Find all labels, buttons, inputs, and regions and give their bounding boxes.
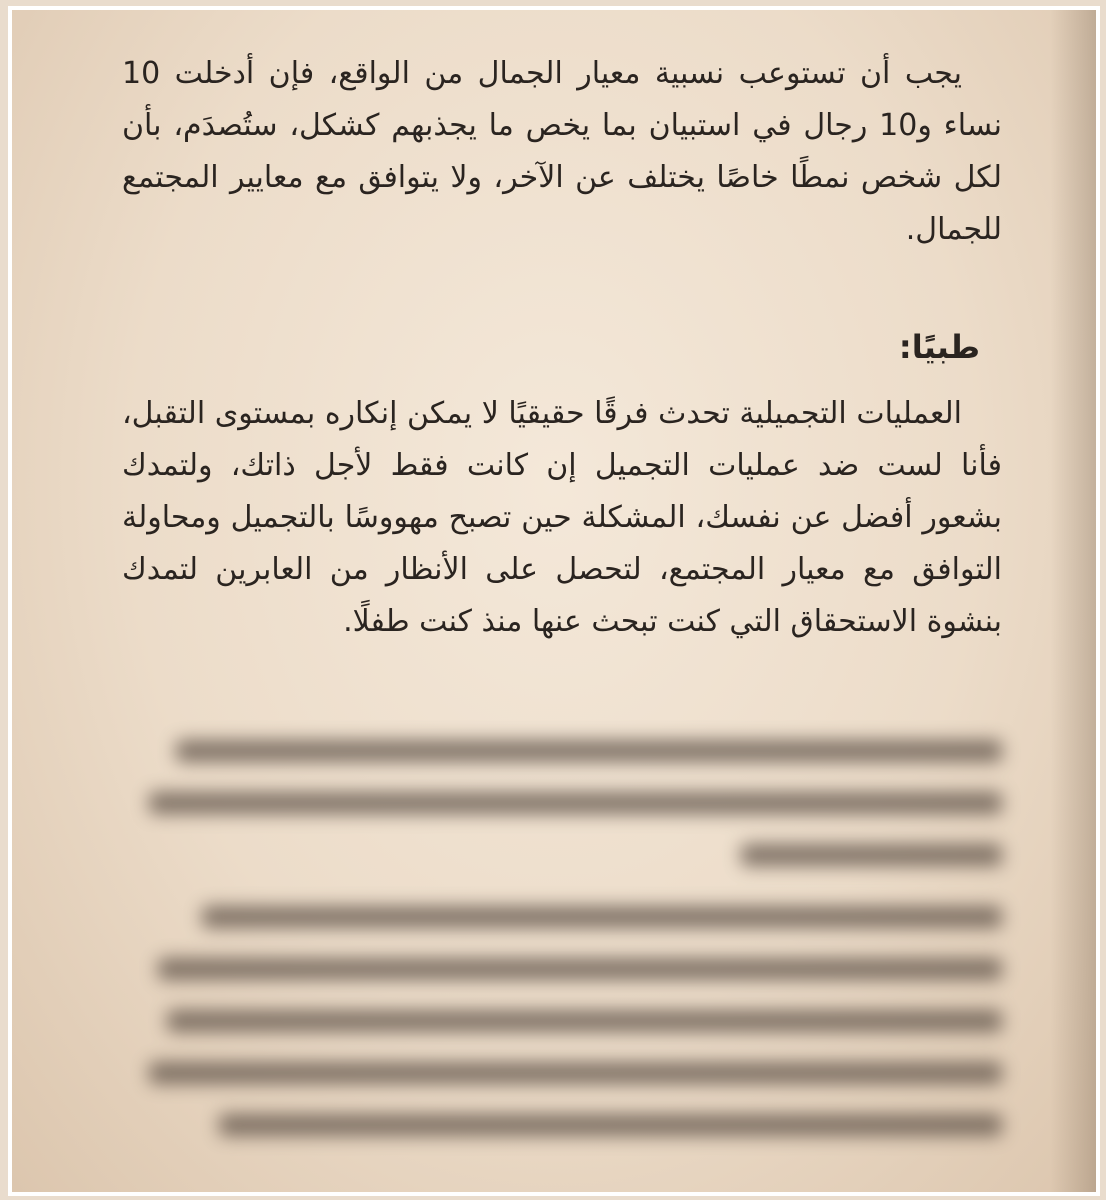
blurred-line (741, 844, 1002, 866)
blurred-text-region (132, 740, 1002, 1200)
blurred-line (158, 958, 1002, 980)
book-page (8, 6, 1100, 1196)
paragraph-2-text: العمليات التجميلية تحدث فرقًا حقيقيًا لا يمكن إنكاره بمستوى التقبل، فأنا لست ضد عمليات التجميل إن كانت فقط لأجل ذاتك، ولتمدك بشعور أفضل عن نفسك، المشكلة حين تصبح مهووسًا بالتجميل ومحاولة التوافق مع معيار المجتمع، لتحصل على الأنظار من العابرين لتمدك بنشوة الاستحقاق التي كنت تبحث عنها منذ كنت طفلًا. (122, 396, 1002, 639)
paragraph-1 (122, 48, 1002, 256)
section-heading: طبيًا: (898, 328, 980, 366)
blurred-line (176, 740, 1003, 762)
blurred-line (167, 1010, 1002, 1032)
blurred-line (219, 1114, 1002, 1136)
page-edge-shadow (1050, 10, 1096, 1192)
paragraph-1-text: يجب أن تستوعب نسبية معيار الجمال من الواقع، فإن أدخلت 10 نساء و10 رجال في استبيان بما يخص ما يجذبهم كشكل، ستُصدَم، بأن لكل شخص نمطًا خاصًا يختلف عن الآخر، ولا يتوافق مع معايير المجتمع للجمال. (122, 56, 1002, 247)
blurred-line (149, 1062, 1002, 1084)
paragraph-2 (122, 388, 1002, 648)
blurred-line (149, 792, 1002, 814)
blurred-line (202, 906, 1002, 928)
